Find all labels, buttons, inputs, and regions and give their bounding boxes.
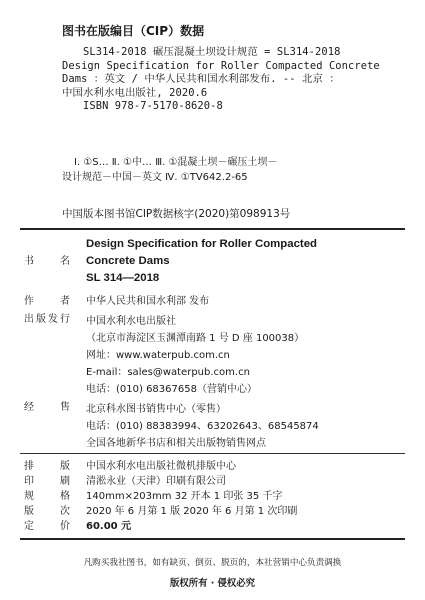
- cip-line: SL314-2018 碾压混凝土坝设计规范 = SL314-2018: [83, 46, 341, 58]
- publisher-name: 中国水利水电出版社: [86, 316, 176, 327]
- spec-value: 140mm×203mm 32 开本 1 印张 35 千字: [86, 491, 283, 502]
- classification: [62, 155, 392, 185]
- distributor-phone: 电话：(010) 88383994、63202643、68545874: [86, 421, 319, 432]
- copyright-notice: 版权所有 · 侵权必究: [169, 578, 256, 589]
- spec-row-price: [20, 520, 405, 535]
- publisher-website: 网址：www.waterpub.com.cn: [86, 350, 230, 361]
- distributor-row: [20, 401, 405, 452]
- book-title-line: Concrete Dams: [86, 255, 170, 267]
- spec-label: 版次: [24, 506, 70, 517]
- price-value: 60.00 元: [86, 521, 132, 532]
- distributor-label: 经售: [24, 402, 70, 413]
- book-title-block: [78, 236, 405, 287]
- publisher-phone: 电话：(010) 68367658（营销中心）: [86, 384, 257, 395]
- publisher-row: [20, 313, 405, 398]
- cip-record: [62, 46, 392, 114]
- cip-line: Design Specification for Roller Compacted Concrete: [62, 59, 380, 72]
- cip-line: Dams ：英文 / 中华人民共和国水利部发布. -- 北京 ：: [62, 73, 340, 85]
- spec-row-format: [20, 490, 405, 505]
- cip-heading: 图书在版编目（CIP）数据: [62, 24, 205, 38]
- spec-row-edition: [20, 505, 405, 520]
- divider: [20, 228, 405, 230]
- cip-line: ISBN 978-7-5170-8620-8: [83, 100, 223, 112]
- divider: [20, 538, 405, 540]
- publisher-block: [78, 313, 405, 398]
- divider: [20, 453, 405, 454]
- author-row: [20, 295, 405, 308]
- spec-label: 定价: [24, 521, 70, 532]
- publisher-email: E-mail：sales@waterpub.com.cn: [86, 367, 250, 378]
- spec-row-typesetting: [20, 460, 405, 475]
- spec-label: 排版: [24, 461, 70, 472]
- distributor-outlets: 全国各地新华书店和相关出版物销售网点: [86, 438, 266, 449]
- author-value: 中华人民共和国水利部 发布: [86, 296, 210, 307]
- spec-value: 中国水利水电出版社微机排版中心: [86, 461, 236, 472]
- distributor-block: [78, 401, 405, 452]
- book-title-row: [20, 236, 405, 287]
- spec-label: 规格: [24, 491, 70, 502]
- spec-label: 印刷: [24, 476, 70, 487]
- distributor-name: 北京科水图书销售中心（零售）: [86, 404, 226, 415]
- author-label: 作者: [24, 296, 70, 307]
- classification-line: 设计规范－中国－英文 Ⅳ. ①TV642.2-65: [62, 172, 248, 183]
- cip-line: 中国水利水电出版社, 2020.6: [62, 86, 208, 99]
- spec-value: 2020 年 6 月第 1 版 2020 年 6 月第 1 次印刷: [86, 506, 298, 517]
- book-standard-number: SL 314—2018: [86, 272, 160, 284]
- cip-number: 中国版本图书馆CIP数据核字(2020)第098913号: [62, 208, 291, 220]
- replacement-notice: 凡购买我社图书，如有缺页、倒页、脱页的，本社营销中心负责调换: [83, 558, 342, 568]
- print-specs: [20, 460, 405, 535]
- classification-line: Ⅰ. ①S… Ⅱ. ①中… Ⅲ. ①混凝土坝－碾压土坝－: [74, 157, 278, 168]
- spec-value: 清淞永业（天津）印刷有限公司: [86, 476, 226, 487]
- book-title-label: 书名: [24, 256, 70, 267]
- publisher-address: （北京市海淀区玉渊潭南路 1 号 D 座 100038）: [86, 333, 305, 344]
- spec-row-printing: [20, 475, 405, 490]
- publisher-label: 出版发行: [24, 314, 70, 325]
- book-title-line: Design Specification for Roller Compacted: [86, 238, 318, 250]
